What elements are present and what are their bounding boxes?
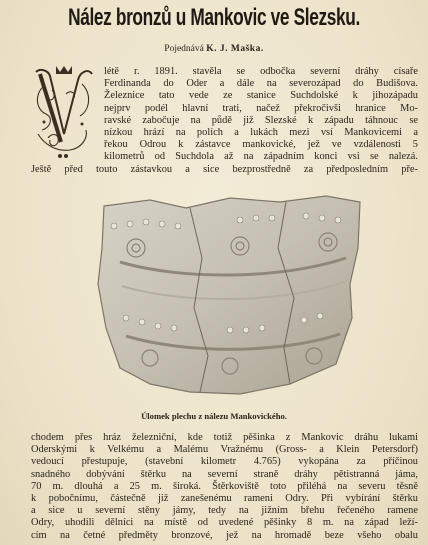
text-line: nízkou hrází na polích a lukách mezi vsí Mankovicemi a bbox=[104, 126, 418, 138]
text-line: Oderskými k Velkému a Malému Vražnému (Gross- a Klein Petersdorf) bbox=[31, 444, 418, 456]
text-line: k pobočnímu, částečně již zanešenému rameni Odry. Při vybírání štěrku bbox=[31, 492, 418, 504]
text-line: Ferdinanda do Oder a dále na severozápad do Budišova. bbox=[104, 78, 418, 90]
article-title: Nález bronzů u Mankovic ve Slezsku. bbox=[68, 4, 360, 31]
author-line bbox=[0, 44, 428, 54]
text-line: Ještě před touto zástavkou a sice bezprostředně za předposledním pře- bbox=[31, 164, 418, 175]
text-line: chodem přes hráz železniční, kde totiž pěšinka z Mankovic dráhu lukami bbox=[31, 432, 418, 443]
text-line: Odry, uhodili dělníci na místě od uvedené pěšinky 8 m. na západ leží- bbox=[31, 517, 418, 529]
author-prefix: Pojednává bbox=[164, 44, 204, 54]
text-line: létě r. 1891. stavěla se odbočka severní dráhy císaře bbox=[104, 66, 418, 77]
continuation-paragraph bbox=[31, 164, 418, 176]
bronze-fragment-photo bbox=[90, 188, 372, 408]
ornamental-dropcap-v-icon bbox=[30, 64, 96, 160]
figure-caption: Úlomek plechu z nálezu Mankovického. bbox=[141, 411, 287, 421]
text-line: vedoucí přestupuje, (stavební kilometr 4.765) vykopána za příčinou bbox=[31, 456, 418, 468]
text-line: snadného dobývání štěrku na severní straně dráhy pětistranná jáma, bbox=[31, 468, 418, 480]
text-line: cím na četné předměty bronzové, jež na hromadě beze všeho obalu bbox=[31, 529, 418, 541]
text-line: kilometrů od Suchdola až na západním konci vsi se nalezá. bbox=[104, 151, 418, 163]
body-paragraph bbox=[31, 432, 418, 542]
text-line: 70 m. dlouhá a 25 m. široká. Štěrkoviště toto přiléhá na severu těsně bbox=[31, 480, 418, 492]
text-line: ravské zabočuje na půdě již Slezské k západu táhnouc se bbox=[104, 114, 418, 126]
author-name: K. J. Maška. bbox=[206, 44, 264, 54]
text-line: Železnice tato vede ze stanice Suchdolské k jihozápadu bbox=[104, 90, 418, 102]
intro-paragraph bbox=[104, 66, 418, 164]
text-line: nejprv podél hlavní trati, načež překročivši hranice Mo- bbox=[104, 102, 418, 114]
text-line: řekou Odrou k zástavce mankovické, jež ve vzdálenosti 5 bbox=[104, 139, 418, 151]
text-line: a sice u severní stěny jámy, tedy na jižním břehu řečeného ramene bbox=[31, 505, 418, 517]
